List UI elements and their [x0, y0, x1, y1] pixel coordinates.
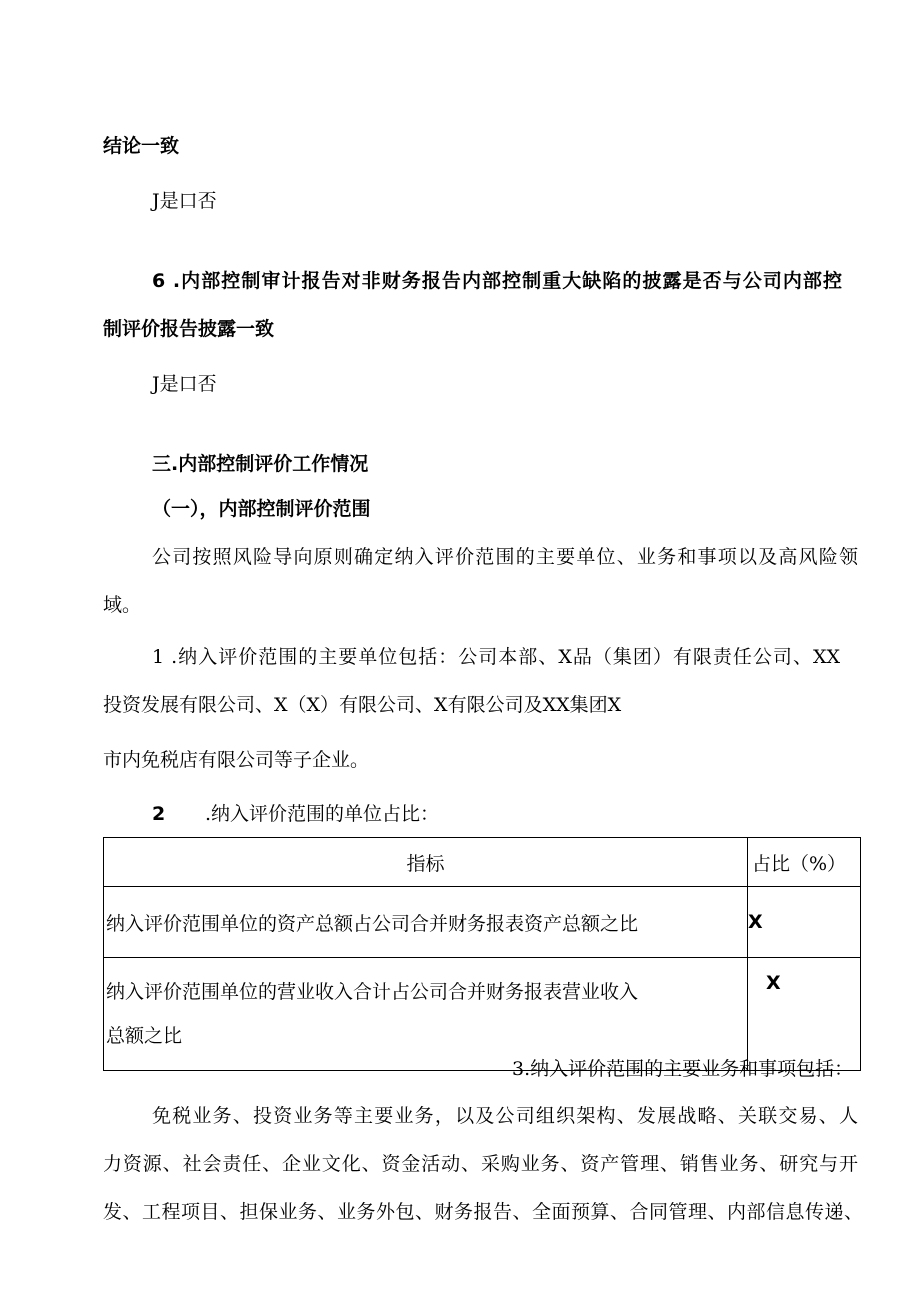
- header-ratio: 占比（%）: [748, 838, 861, 887]
- row2-label-a: 纳入评价范围单位的营业收入合计占公司合并财务报表营业收入: [106, 981, 639, 1003]
- item-3-heading: 3.纳入评价范围的主要业务和事项包括：: [512, 1058, 854, 1080]
- question-6-line2: 制评价报告披露一致: [103, 318, 275, 340]
- table-row: [104, 958, 861, 1071]
- checkbox-yes-no-2: J是口否: [152, 373, 217, 395]
- paragraph-scope-line1: 公司按照风险导向原则确定纳入评价范围的主要单位、业务和事项以及高风险领: [152, 546, 858, 568]
- checkbox-yes-no-1: J是口否: [152, 190, 217, 212]
- item-1-line3: 市内免税店有限公司等子企业。: [103, 749, 370, 771]
- item-1-line2: 投资发展有限公司、X（X）有限公司、X有限公司及XX集团X: [103, 694, 622, 716]
- item-2-number: 2: [152, 803, 166, 825]
- business-list-line1: 免税业务、投资业务等主要业务，以及公司组织架构、发展战略、关联交易、人: [152, 1105, 858, 1127]
- row2-label-b: 总额之比: [106, 1025, 183, 1047]
- row1-value: X: [748, 911, 763, 933]
- subsection-heading-1: （一），内部控制评价范围: [152, 498, 371, 520]
- scope-ratio-table: [103, 837, 861, 1071]
- paragraph-scope-line2: 域。: [103, 594, 142, 616]
- item-1-line1: 1 .纳入评价范围的主要单位包括：公司本部、X品（集团）有限责任公司、XX: [152, 646, 840, 668]
- row2-value: X: [766, 972, 781, 994]
- business-list-line2: 力资源、社会责任、企业文化、资金活动、采购业务、资产管理、销售业务、研究与开: [103, 1153, 858, 1175]
- business-list-line3: 发、工程项目、担保业务、业务外包、财务报告、全面预算、合同管理、内部信息传递、: [103, 1201, 863, 1223]
- header-indicator: 指标: [104, 838, 748, 887]
- paragraph-conclusion: 结论一致: [103, 135, 180, 157]
- question-6-line1: 6 .内部控制审计报告对非财务报告内部控制重大缺陷的披露是否与公司内部控: [152, 270, 842, 292]
- section-heading-3: 三.内部控制评价工作情况: [152, 453, 369, 475]
- row1-label: 纳入评价范围单位的资产总额占公司合并财务报表资产总额之比: [106, 912, 639, 935]
- table-row: [104, 887, 861, 958]
- item-2-text: .纳入评价范围的单位占比：: [205, 803, 440, 825]
